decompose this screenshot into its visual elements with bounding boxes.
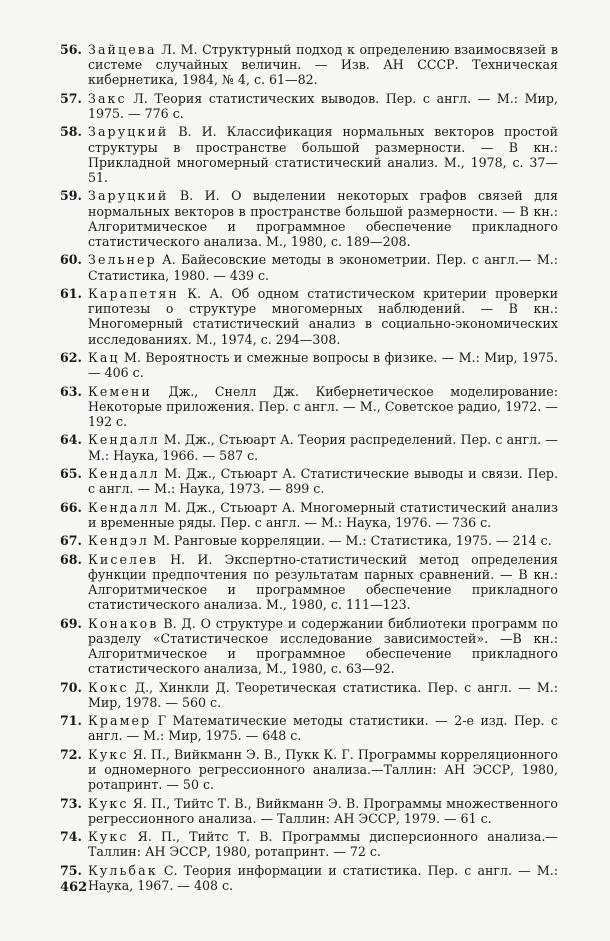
entry-author: Зайцева (88, 42, 157, 57)
entry-number: 57. (60, 90, 82, 106)
entry-author: Кукс (88, 829, 129, 845)
entry-number: 59. (60, 188, 82, 204)
entry-author: Кендалл (88, 432, 160, 448)
entry-author: Крамер (88, 713, 152, 729)
entry-text: Дж., Снелл Дж. Кибернетическое моделирование: Некоторые приложения. Пер. с англ. — М., Советское радио, 1972. — 192 с. (88, 383, 558, 429)
entry-text: Д., Хинкли Д. Теоретическая статистика. Пер. с англ. — М.: Мир, 1978. — 560 с. (88, 679, 558, 710)
entry-author: Заруцкий (88, 124, 169, 140)
entry-text: С. Теория информации и статистика. Пер. с англ. — М.: Наука, 1967. — 408 с. (88, 862, 558, 893)
entry-number: 74. (60, 829, 82, 845)
entry-number: 68. (60, 551, 82, 567)
bibliography-entry (60, 350, 558, 380)
bibliography-entry (60, 124, 558, 185)
entry-number: 61. (60, 285, 82, 301)
bibliography-entry (60, 680, 558, 710)
bibliography-entry (60, 286, 558, 347)
bibliography-entry (60, 466, 558, 496)
entry-text: В. И. Классификация нормальных векторов простой структуры в пространстве большой размерности. — В кн.: Прикладной многомерный статистический анализ. М., 1978, с. 37—51. (88, 124, 558, 185)
entry-number: 71. (60, 713, 82, 729)
bibliography-entry (60, 829, 558, 859)
entry-number: 58. (60, 124, 82, 140)
entry-author: Кендэл (88, 533, 150, 549)
entry-author: Кокс (88, 679, 129, 695)
bibliography-entry (60, 747, 558, 793)
entry-author: Закс (88, 90, 127, 106)
entry-author: Киселев (88, 551, 158, 567)
entry-text: Я. П., Тийтс Т. В. Программы дисперсионного анализа.— Таллин: АН ЭССР, 1980, ротапринт. — 72 с. (88, 829, 558, 860)
entry-number: 70. (60, 679, 82, 695)
bibliography-list (60, 42, 558, 896)
entry-text: Л. Теория статистических выводов. Пер. с англ. — М.: Мир, 1975. — 776 с. (88, 90, 558, 121)
entry-author: Кукс (88, 746, 129, 762)
entry-author: Карапетян (88, 285, 179, 301)
entry-number: 73. (60, 795, 82, 811)
bibliography-entry (60, 432, 558, 462)
entry-text: М. Дж., Стьюарт А. Теория распределений. Пер. с англ. — М.: Наука, 1966. — 587 с. (88, 432, 558, 463)
bibliography-entry (60, 42, 558, 88)
entry-text: В. И. О выделении некоторых графов связей для нормальных векторов в пространстве большой размерности. — В кн.: Алгоритмическое и программное обеспечение прикладного статистического анализа. М., 1980, с. 189—208. (88, 188, 558, 249)
entry-author: Кемени (88, 383, 152, 399)
entry-text: М. Дж., Стьюарт А. Многомерный статистический анализ и временные ряды. Пер. с англ. — М.: Наука, 1976. — 736 с. (88, 499, 558, 530)
entry-author: Кендалл (88, 499, 160, 515)
bibliography-entry (60, 91, 558, 121)
entry-text: А. Байесовские методы в эконометрии. Пер. с англ.— М.: Статистика, 1980. — 439 с. (88, 252, 558, 283)
entry-text: Я. П., Вийкманн Э. В., Пукк К. Г. Программы корреляционного и одномерного регрессионного анализа.—Таллин: АН ЭССР, 1980, ротапринт. — 50 с. (88, 746, 558, 793)
entry-text: М. Дж., Стьюарт А. Статистические выводы и связи. Пер. с англ. — М.: Наука, 1973. — 899 с. (88, 465, 558, 497)
entry-author: Конаков (88, 615, 159, 631)
entry-author: Кукс (88, 795, 129, 811)
entry-number: 60. (60, 252, 82, 268)
entry-author: Кац (88, 349, 120, 365)
bibliography-entry (60, 616, 558, 677)
bibliography-entry (60, 188, 558, 249)
entry-number: 63. (60, 383, 82, 399)
entry-author: Заруцкий (88, 188, 169, 204)
bibliography-entry (60, 533, 558, 548)
bibliography-entry (60, 252, 558, 282)
entry-number: 56. (60, 42, 82, 57)
entry-number: 66. (60, 499, 82, 515)
entry-text: Г Математические методы статистики. — 2-е изд. Пер. с англ. — М.: Мир, 1975. — 648 с. (88, 713, 558, 744)
bibliography-entry (60, 552, 558, 613)
entry-author: Кульбак (88, 862, 158, 878)
entry-number: 64. (60, 432, 82, 448)
entry-text: Н. И. Экспертно-статистический метод определения функции предпочтения по результатам парных сравнений. — В кн.: Алгоритмическое и программное обеспечение прикладного статистического анализа. М., 1980, с. 111—123. (88, 551, 558, 613)
bibliography-entry (60, 500, 558, 530)
entry-number: 75. (60, 862, 82, 878)
entry-text: К. А. Об одном статистическом критерии проверки гипотезы о структуре многомерных наблюдений. — В кн.: Многомерный статистический анализ в социально-экономических исследованиях. М., 1974, с. 294—308. (88, 285, 558, 347)
entry-text: М. Ранговые корреляции. — М.: Статистика, 1975. — 214 с. (149, 533, 552, 549)
bibliography-entry (60, 713, 558, 743)
entry-text: В. Д. О структуре и содержании библиотеки программ по разделу «Статистическое исследование зависимостей». —В кн.: Алгоритмическое и программное обеспечение прикладного статистического анализа, М., 1980, с. 63—92. (88, 615, 558, 677)
entry-author: Кендалл (88, 465, 160, 481)
entry-number: 62. (60, 349, 82, 365)
entry-number: 67. (60, 533, 82, 549)
bibliography-entry (60, 863, 558, 893)
page-number: 462 (60, 880, 88, 895)
entry-text: М. Вероятность и смежные вопросы в физике. — М.: Мир, 1975. — 406 с. (88, 349, 558, 381)
entry-author: Зельнер (88, 252, 157, 268)
entry-text: Л. М. Структурный подход к определению взаимосвязей в системе случайных величин. — Изв. АН СССР. Техническая кибернетика, 1984, № 4, с. 61—82. (88, 42, 558, 88)
entry-number: 69. (60, 615, 82, 631)
entry-number: 65. (60, 465, 82, 481)
entry-number: 72. (60, 746, 82, 762)
entry-text: Я. П., Тийтс Т. В., Вийкманн Э. В. Программы множественного регрессионного анализа. — Таллин: АН ЭССР, 1979. — 61 с. (88, 795, 558, 826)
bibliography-entry (60, 796, 558, 826)
bibliography-entry (60, 384, 558, 430)
